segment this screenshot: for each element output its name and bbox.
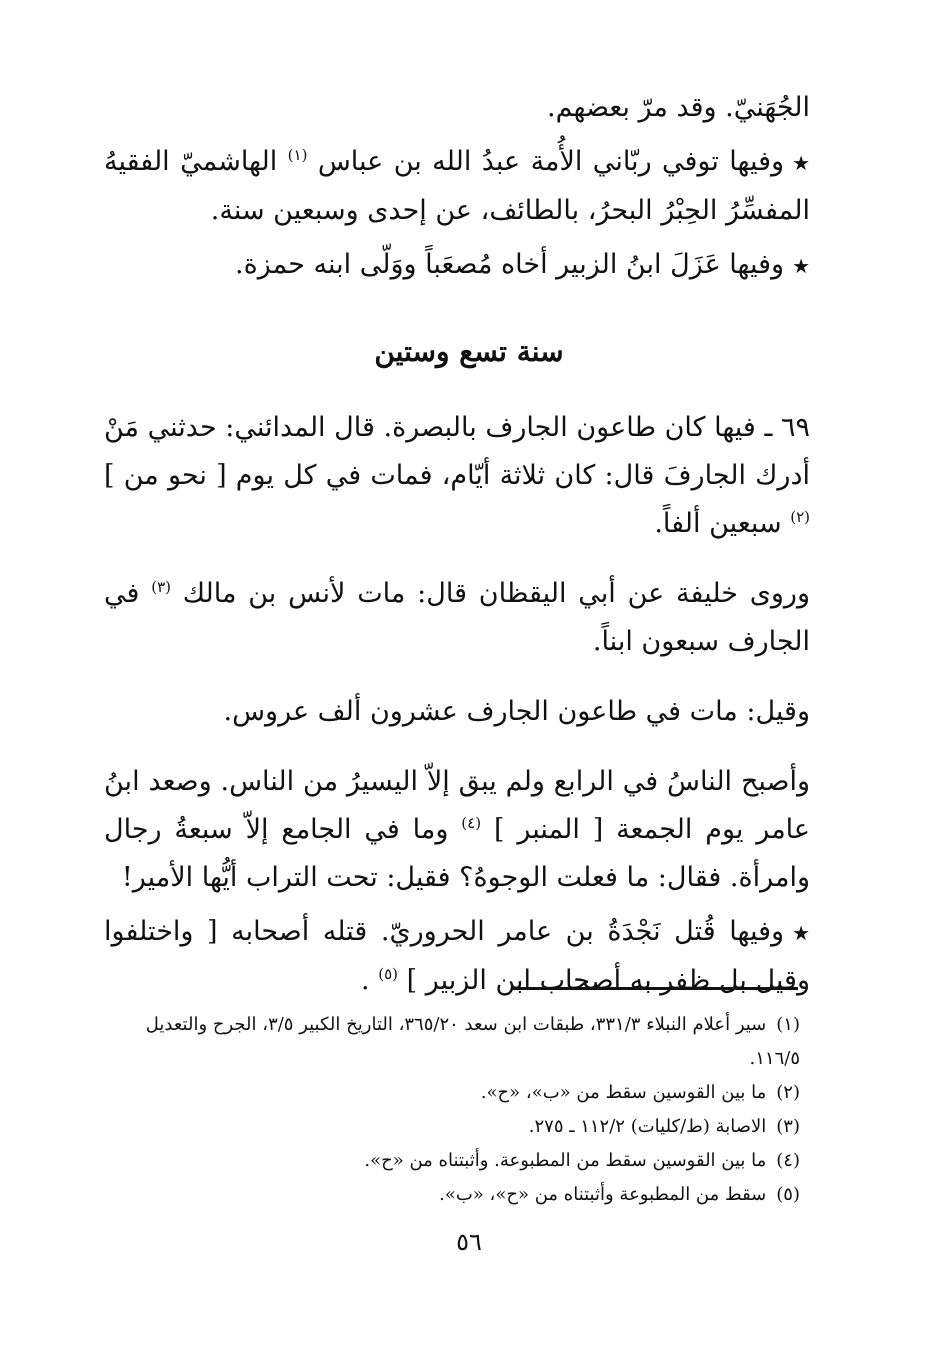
- paragraph-text: سبعين ألفاً.: [654, 508, 782, 539]
- star-bullet-icon: ★: [792, 254, 810, 278]
- page-number: ٥٦: [456, 1228, 482, 1256]
- footnote-ref: (٣): [151, 578, 171, 596]
- footnote-separator: [512, 987, 798, 990]
- section-heading: سنة تسع وستين: [374, 335, 564, 368]
- paragraph-ibn-abbas: [104, 138, 810, 235]
- footnote-ref: (١): [287, 146, 308, 164]
- footnote-ref: (٤): [461, 814, 482, 832]
- footnotes: [104, 1008, 800, 1212]
- paragraph-brides: [104, 688, 810, 736]
- paragraph-musab: [104, 241, 810, 290]
- paragraph-text: في الجارف سبعون ابناً.: [104, 578, 810, 657]
- footnote-number: (٣): [776, 1116, 800, 1137]
- footnote: [104, 1178, 800, 1212]
- footnote-text: الاصابة (ط/كليات) ١١٢/٢ ـ ٢٧٥.: [528, 1116, 767, 1137]
- footnote-number: (٥): [776, 1184, 800, 1205]
- footnote-text: سقط من المطبوعة وأثبتناه من «ح»، «ب».: [439, 1184, 767, 1205]
- footnote-text: ما بين القوسين سقط من المطبوعة. وأثبتناه من «ح».: [364, 1150, 767, 1171]
- footnote: [104, 1076, 800, 1110]
- footnote-number: (٢): [776, 1082, 800, 1103]
- footnote-number: (١): [776, 1014, 800, 1035]
- paragraph-text: ٦٩ ـ فيها كان طاعون الجارف بالبصرة. قال المدائني: حدثني مَنْ أدرك الجارفَ قال: كان ثلاثة أيّام، فمات في كل يوم [ نحو من ]: [104, 412, 810, 491]
- paragraph-text: وأصبح الناسُ في الرابع ولم يبق إلاّ اليسيرُ من الناس. وصعد ابنُ عامر يوم الجمعة [ المنبر ]: [104, 766, 811, 845]
- main-section: [104, 404, 810, 1005]
- paragraph-text: الهاشميّ الفقيهُ المفسِّرُ الحِبْرُ البحرُ، بالطائف، عن إحدى وسبعين سنة.: [104, 146, 810, 226]
- footnote-text: ما بين القوسين سقط من «ب»، «ح».: [480, 1082, 767, 1103]
- footnote: [104, 1144, 800, 1178]
- paragraph-text: وفيها قُتل نَجْدَةُ بن عامر الحروريّ. قتله أصحابه [ واختلفوا وقيل بل ظفر به أصحاب ابن الزبير ]: [104, 916, 810, 996]
- footnote-text: سير أعلام النبلاء ٣٣١/٣، طبقات ابن سعد ٣٦٥/٢٠، التاريخ الكبير ٣/٥، الجرح والتعديل ١١٦/٥.: [145, 1014, 800, 1069]
- footnote-number: (٤): [776, 1150, 800, 1171]
- paragraph-text: وقيل: مات في طاعون الجارف عشرون ألف عروس.: [223, 696, 810, 727]
- paragraph-text: وفيها توفي ربّاني الأُمة عبدُ الله بن عباس: [317, 146, 785, 177]
- paragraph-text: وروى خليفة عن أبي اليقظان قال: مات لأنس بن مالك: [182, 578, 810, 609]
- paragraph-anas: [104, 570, 810, 666]
- star-bullet-icon: ★: [792, 151, 811, 175]
- paragraph-ibn-amir: [104, 758, 810, 902]
- top-section: [104, 84, 810, 290]
- footnote-ref: (٢): [790, 508, 810, 526]
- paragraph-plague: [104, 404, 810, 548]
- paragraph-text: الجُهَنيّ. وقد مرّ بعضهم.: [546, 92, 810, 123]
- footnote-ref: (٥): [378, 965, 398, 983]
- paragraph-najda: [104, 908, 810, 1005]
- paragraph-text: .: [361, 965, 370, 996]
- footnote: [104, 1008, 800, 1076]
- paragraph-text: وفيها عَزَلَ ابنُ الزبير أخاه مُصعَباً ووَلّى ابنه حمزة.: [235, 249, 785, 280]
- footnote: [104, 1110, 800, 1144]
- star-bullet-icon: ★: [792, 921, 810, 945]
- paragraph-continuation: [104, 84, 810, 132]
- paragraph-text: وما في الجامع إلاّ سبعةُ رجال وامرأة. فقال: ما فعلت الوجوهُ؟ فقيل: تحت التراب أيُّها الأمير!: [104, 814, 810, 893]
